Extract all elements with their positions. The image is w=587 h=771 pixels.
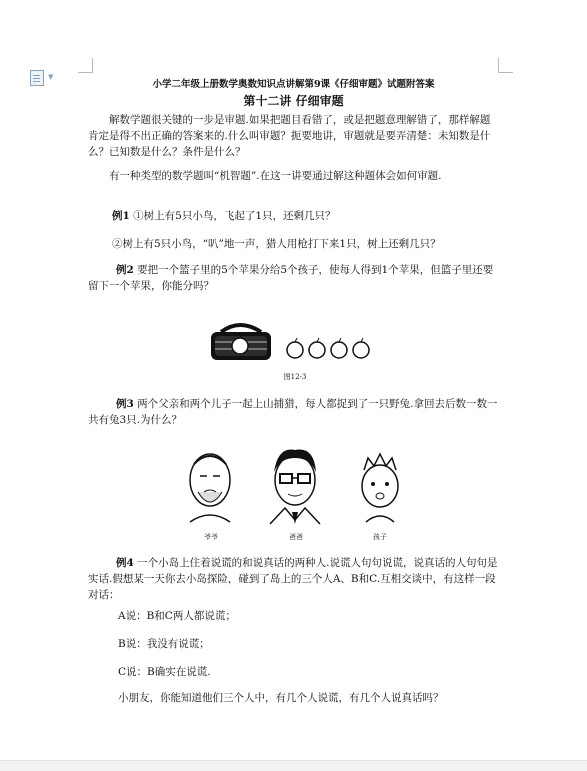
- grandpa-portrait-icon: [190, 454, 230, 522]
- child-label: 孩子: [373, 533, 387, 541]
- b-statement: B说：我没有说谎；: [118, 638, 210, 650]
- a-statement: A说：B和C两人都说谎；: [118, 610, 236, 622]
- closing-question: 小朋友，你能知道他们三个人中，有几个人说谎，有几个人说真话吗？: [118, 692, 444, 704]
- example-text: 要把一个篮子里的5个苹果分给5个孩子，使每人得到1个苹果，但篮子里还要留下一个苹果，你能分吗？: [88, 264, 494, 292]
- child-portrait-icon: [362, 454, 398, 522]
- chevron-down-icon[interactable]: ▼: [48, 73, 54, 81]
- viewer-bottom-bar: [0, 760, 587, 771]
- example-label: 例1: [112, 210, 130, 222]
- apple-icon: [287, 338, 303, 358]
- example-text: 两个父亲和两个儿子一起上山捕猎，每人都捉到了一只野兔.拿回去后数一数一共有兔3只.为什么？: [88, 398, 498, 426]
- crop-mark-top-left: [78, 58, 93, 73]
- dad-portrait-icon: [270, 449, 320, 524]
- intro-paragraph: 解数学题很关键的一步是审题.如果把题目看错了，或是把题意理解错了，那样解题肯定是得不出正确的答案来的.什么叫审题？扼要地讲，审题就是要弄清楚：未知数是什么？已知数是什么？条件是什么？: [88, 114, 491, 158]
- example-4: [88, 555, 500, 603]
- dad-label: 爸爸: [289, 533, 303, 541]
- crop-mark-top-right: [498, 58, 513, 73]
- example-1a: [112, 208, 502, 224]
- example-label: 例3: [116, 398, 134, 410]
- example-label: 例4: [116, 557, 134, 569]
- example-label: 例2: [116, 264, 134, 276]
- example-3: [88, 396, 500, 428]
- apple-icon: [353, 338, 369, 358]
- example-text: 一个小岛上住着说谎的和说真话的两种人.说谎人句句说谎，说真话的人句句是实话.假想某一天你去小岛探险，碰到了岛上的三个人A、B和C.互相交谈中，有这样一段对话：: [88, 557, 498, 601]
- apple-icon: [309, 338, 325, 358]
- lecture-title: 第十二讲 仔细审题: [243, 94, 344, 108]
- grandpa-label: 爷爷: [204, 533, 218, 541]
- basket-icon: [211, 325, 271, 360]
- basket-apples-figure: [205, 316, 385, 364]
- c-statement: C说：B确实在说谎.: [118, 666, 211, 678]
- document-title: 小学二年级上册数学奥数知识点讲解第9课《仔细审题》试题附答案: [152, 79, 435, 90]
- example-text: ①树上有5只小鸟，飞起了1只，还剩几只？: [133, 210, 336, 222]
- intro-paragraph-2: 有一种类型的数学题叫“机智题”.在这一讲要通过解这种题体会如何审题.: [109, 170, 442, 182]
- figure-caption: 图12-3: [283, 373, 307, 381]
- example-2: [88, 262, 500, 294]
- example-1b: ②树上有5只小鸟，“叭”地一声，猎人用枪打下来1只，树上还剩几只？: [112, 238, 441, 250]
- people-figure: [180, 442, 420, 532]
- apple-icon: [331, 338, 347, 358]
